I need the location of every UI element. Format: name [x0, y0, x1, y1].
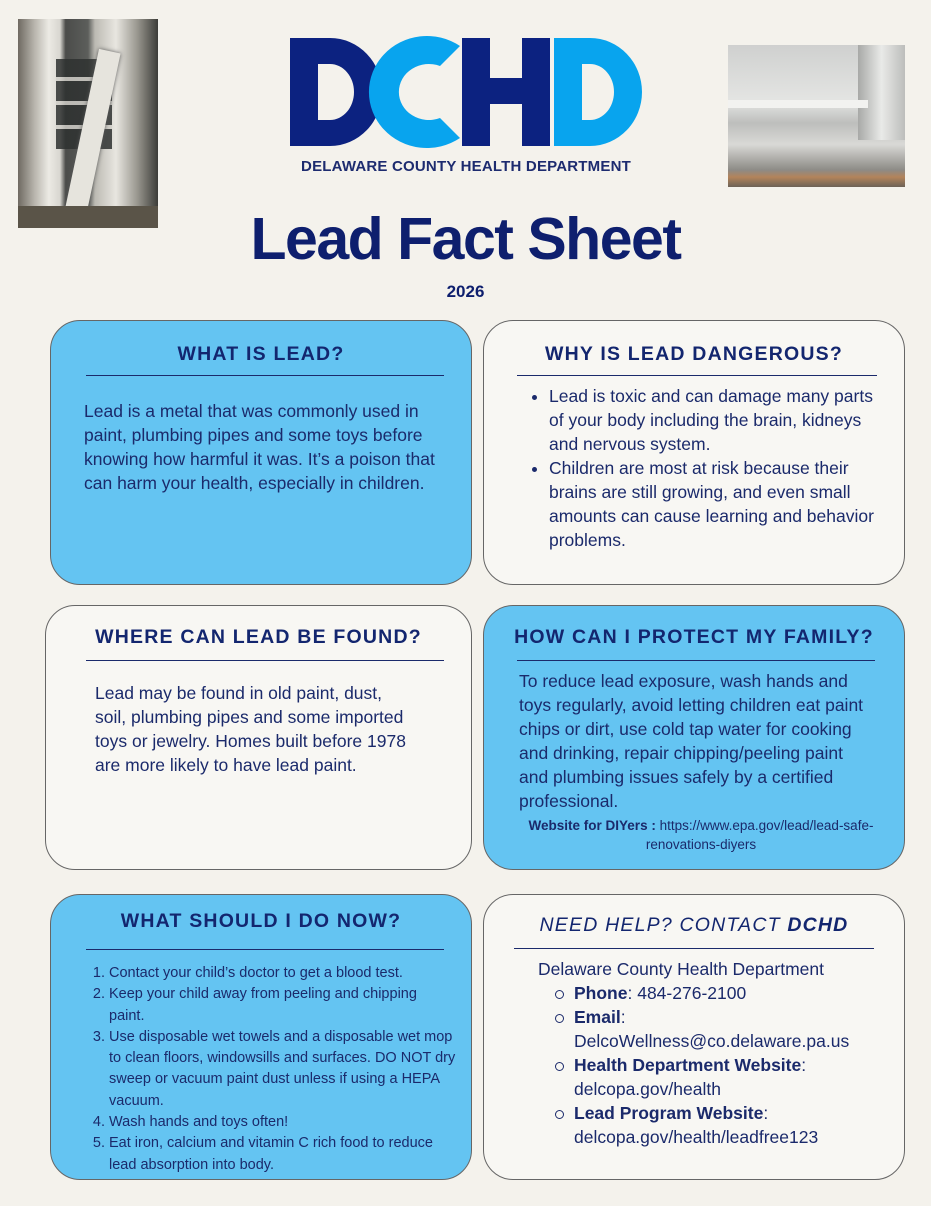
list-item: 2. Keep your child away from peeling and chipping paint.: [109, 984, 456, 1027]
door-photo: [18, 19, 158, 228]
windowsill-photo: [728, 45, 905, 187]
list-item: 4. Wash hands and toys often!: [109, 1112, 456, 1133]
contact-label: Lead Program Website: [574, 1103, 764, 1123]
card-where-found: [45, 605, 472, 870]
help-heading-prefix: NEED HELP? CONTACT: [539, 914, 788, 936]
card-body: To reduce lead exposure, wash hands and toys regularly, avoid letting children eat paint chips or dirt, use cold tap water for cooking and drinking, repair chipping/peeling paint and plumbing issues safely by a certified professional.: [519, 671, 864, 811]
contact-health-website: Health Department Website: delcopa.gov/health: [538, 1053, 898, 1101]
contact-label: Email: [574, 1007, 621, 1027]
card-what-is-lead: [50, 320, 472, 585]
card-heading: HOW CAN I PROTECT MY FAMILY?: [514, 626, 874, 648]
contact-label: Health Department Website: [574, 1055, 802, 1075]
contact-value[interactable]: delcopa.gov/health: [574, 1079, 721, 1099]
card-body: Lead is a metal that was commonly used in paint, plumbing pipes and some toys before knowing how harmful it was. It’s a poison that can harm your health, especially in children.: [84, 401, 435, 493]
contact-value[interactable]: DelcoWellness@co.delaware.pa.us: [574, 1031, 850, 1051]
card-heading: WHY IS LEAD DANGEROUS?: [545, 343, 843, 365]
card-body: [91, 963, 456, 1176]
contact-lead-website: Lead Program Website: delcopa.gov/health/leadfree123: [538, 1101, 898, 1149]
contact-phone: Phone: 484-276-2100: [538, 981, 898, 1005]
contact-email: Email: DelcoWellness@co.delaware.pa.us: [538, 1005, 898, 1053]
card-body: [527, 384, 887, 552]
heading-divider: [517, 375, 877, 376]
org-name: Delaware County Health Department: [538, 959, 824, 979]
card-body: Lead may be found in old paint, dust, soil, plumbing pipes and some imported toys or jewelry. Homes built before 1978 are more likely to have lead paint.: [95, 683, 406, 775]
logo-caption: DELAWARE COUNTY HEALTH DEPARTMENT: [301, 158, 631, 175]
list-item: 3. Use disposable wet towels and a disposable wet mop to clean floors, windowsills and surfaces. DO NOT dry sweep or vacuum paint dust unless if using a HEPA vacuum.: [109, 1027, 456, 1112]
card-heading: WHAT SHOULD I DO NOW?: [120, 910, 402, 932]
card-heading: WHERE CAN LEAD BE FOUND?: [95, 626, 422, 648]
card-protect-family: [483, 605, 905, 870]
diy-website-label: Website for DIYers: [528, 818, 648, 833]
dchd-logo: [290, 36, 642, 176]
heading-divider: [86, 949, 444, 950]
page-title: Lead Fact Sheet: [250, 206, 681, 272]
card-what-to-do: [50, 894, 472, 1180]
contact-value[interactable]: delcopa.gov/health/leadfree123: [574, 1127, 819, 1147]
card-need-help: [483, 894, 905, 1180]
heading-divider: [514, 948, 874, 949]
card-body: [538, 957, 898, 1149]
heading-divider: [86, 660, 444, 661]
card-heading: [484, 914, 904, 937]
dchd-logo-mark: [290, 36, 642, 148]
list-item: 1. Contact your child’s doctor to get a blood test.: [109, 963, 456, 984]
heading-divider: [517, 660, 875, 661]
list-item: • Children are most at risk because their brains are still growing, and even small amounts can cause learning and behavior problems.: [549, 456, 887, 552]
list-item: 5. Eat iron, calcium and vitamin C rich food to reduce lead absorption into body.: [109, 1133, 456, 1176]
diy-website-link[interactable]: https://www.epa.gov/lead/lead-safe-renovations-diyers: [645, 818, 874, 852]
card-heading: WHAT IS LEAD?: [177, 343, 345, 365]
list-item: • Lead is toxic and can damage many parts of your body including the brain, kidneys and nervous system.: [549, 384, 887, 456]
contact-label: Phone: [574, 983, 628, 1003]
contact-value[interactable]: 484-276-2100: [637, 983, 747, 1003]
help-heading-bold: DCHD: [787, 914, 849, 936]
diy-website-line: Website for DIYers : https://www.epa.gov/lead/lead-safe-renovations-diyers: [528, 818, 874, 852]
year-label: 2026: [446, 282, 485, 301]
card-why-dangerous: [483, 320, 905, 585]
heading-divider: [86, 375, 444, 376]
